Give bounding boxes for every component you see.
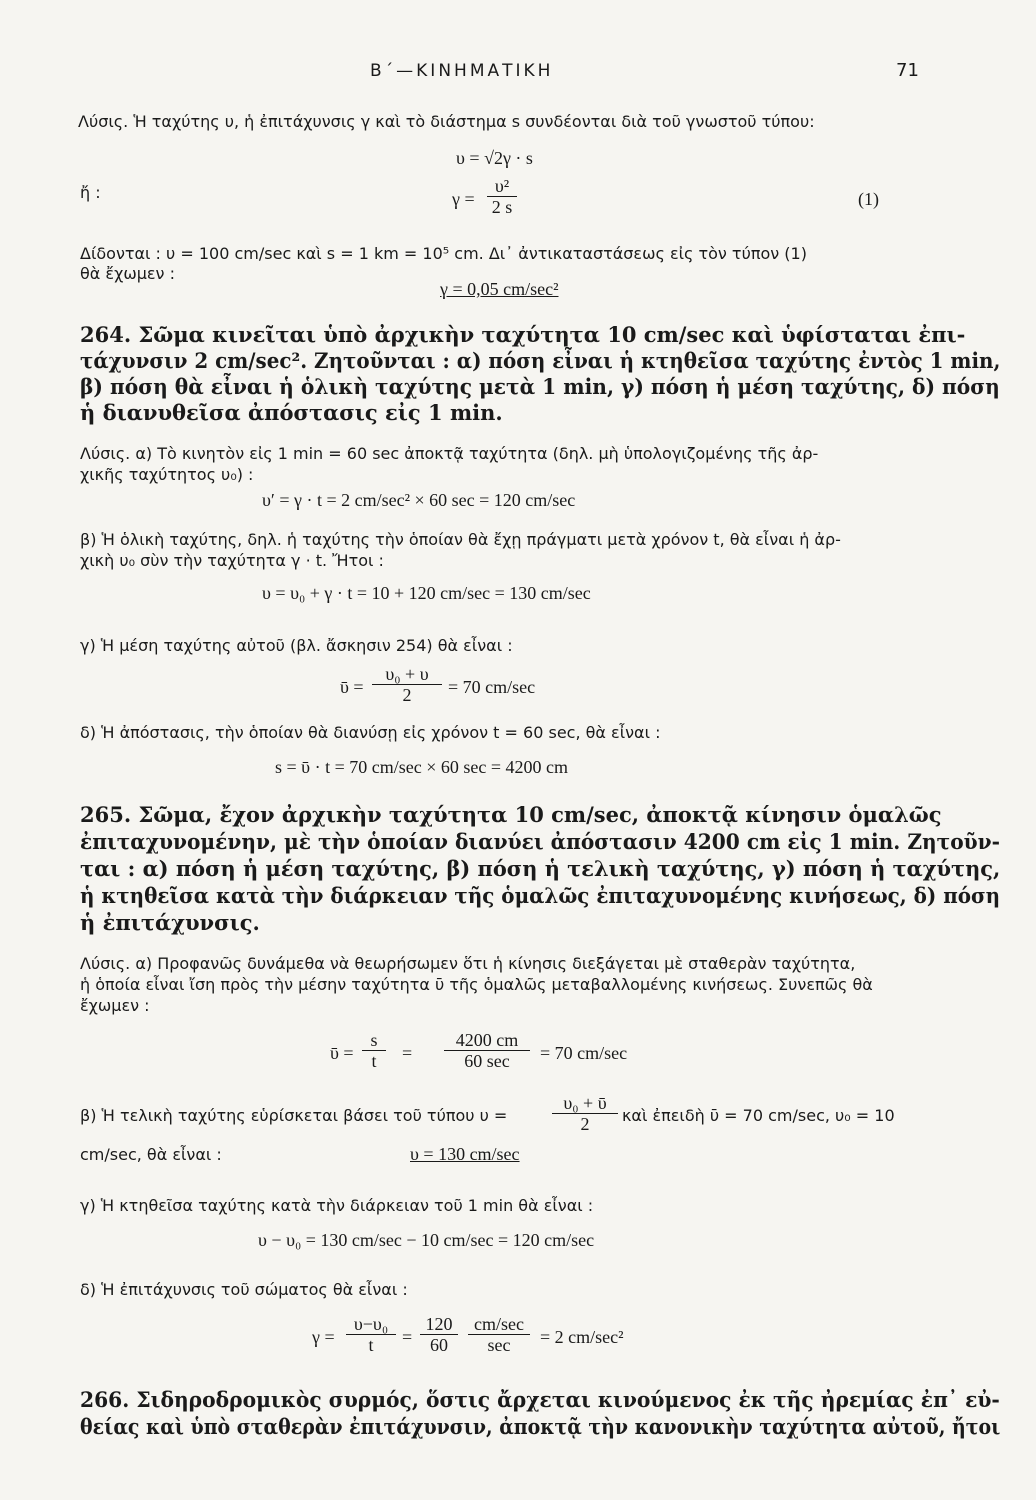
fraction-distance-over-time [444,1030,530,1071]
equation-velocity: υ = √2γ · s [456,148,533,168]
problem-264-line4: ἡ διανυθεῖσα ἀπόστασις εἰς 1 min. [80,400,503,425]
fraction-v2-over-2s [487,176,517,217]
fraction-final-velocity [552,1093,618,1134]
fraction-numerator: 4200 cm [444,1030,530,1051]
equation-tag: (1) [858,189,879,209]
problem-265-line5: ἡ ἐπιτάχυνσις. [80,910,260,935]
problem-265-line2: ἐπιταχυνομένην, μὲ τὴν ὁποίαν διανύει ἀπόστασιν 4200 cm εἰς 1 min. Ζητοῦν- [80,829,1000,854]
solution-264-line2: χικῆς ταχύτητος υ₀) : [80,465,254,484]
equation-265-a-left: ῡ = [330,1043,354,1063]
equation-265-b: υ = 130 cm/sec [410,1144,520,1164]
fraction-120-over-60 [420,1314,458,1355]
problem-265-line4: ἡ κτηθεῖσα κατὰ τὴν διάρκειαν τῆς ὁμαλῶς ἐπιταχυνομένης κινήσεως, δ) πόση [80,883,1001,908]
solution-265-line4b: καὶ ἐπειδὴ ῡ = 70 cm/sec, υ₀ = 10 [622,1106,895,1125]
equation-264-c-left: ῡ = [340,677,364,697]
equation-accel-left: γ = [452,189,475,209]
fraction-denominator: 60 sec [464,1051,510,1071]
fraction-numerator: υ₀ + ῡ [552,1093,618,1114]
fraction-delta-v-over-t [346,1314,396,1355]
solution-265-line5: cm/sec, θὰ εἶναι : [80,1145,222,1164]
page-number: 71 [896,60,919,81]
solution-264-line5: γ) Ἡ μέση ταχύτης αὐτοῦ (βλ. ἄσκησιν 254) θὰ εἶναι : [80,636,513,655]
fraction-numerator: s [362,1030,386,1051]
problem-265-line3: ται : α) πόση ἡ μέση ταχύτης, β) πόση ἡ τελικὴ ταχύτης, γ) πόση ἡ ταχύτης, [80,856,1001,881]
equation-264-d: s = ῡ · t = 70 cm/sec × 60 sec = 4200 cm [275,757,568,777]
equation-265-d-eq: = [402,1327,413,1347]
equation-265-c: υ − υ₀ = 130 cm/sec − 10 cm/sec = 120 cm/sec [258,1230,595,1250]
fraction-denominator: 2 [580,1114,590,1134]
solution-264-line1: Λύσις. α) Τὸ κινητὸν εἰς 1 min = 60 sec ἀποκτᾷ ταχύτητα (δηλ. μὴ ὑπολογιζομένης τῆς ἀρ- [80,444,819,463]
fraction-denominator: 2 s [491,197,513,217]
solution-264-line6: δ) Ἡ ἀπόστασις, τὴν ὁποίαν θὰ διανύσῃ εἰς χρόνον t = 60 sec, θὰ εἶναι : [80,723,661,742]
fraction-numerator: υ−υ₀ [346,1314,396,1335]
fraction-numerator: υ² [487,176,517,197]
solution-265-line1: Λύσις. α) Προφανῶς δυνάμεθα νὰ θεωρήσωμεν ὅτι ἡ κίνησις διεξάγεται μὲ σταθερὰν ταχύτητα, [80,954,856,973]
fraction-denominator: t [371,1051,377,1071]
solution-265-line3: ἔχωμεν : [80,996,150,1015]
problem-264-line2: τάχυνσιν 2 cm/sec². Ζητοῦνται : α) πόση εἶναι ἡ κτηθεῖσα ταχύτης ἐντὸς 1 min, [80,348,1001,373]
fraction-units [468,1314,530,1355]
equation-265-a-right: = 70 cm/sec [540,1043,628,1063]
problem-264-line1: 264. Σῶμα κινεῖται ὑπὸ ἀρχικὴν ταχύτητα 10 cm/sec καὶ ὑφίσταται ἐπι- [80,322,966,347]
equation-264-b: υ = υ₀ + γ · t = 10 + 120 cm/sec = 130 cm/sec [262,583,591,603]
problem-266-line2: θείας καὶ ὑπὸ σταθερὰν ἐπιτάχυνσιν, ἀποκτᾷ τὴν κανονικὴν ταχύτητα αὐτοῦ, ἤτοι [80,1414,1001,1439]
solution-263-given: Δίδονται : υ = 100 cm/sec καὶ s = 1 km = 10⁵ cm. Δι᾿ ἀντικαταστάσεως εἰς τὸν τύπον (1) [80,244,807,263]
fraction-numerator: cm/sec [468,1314,530,1335]
solution-265-line7: δ) Ἡ ἐπιτάχυνσις τοῦ σώματος θὰ εἶναι : [80,1280,408,1299]
solution-265-line2: ἡ ὁποία εἶναι ἴση πρὸς τὴν μέσην ταχύτητα ῡ τῆς ὁμαλῶς μεταβαλλομένης κινήσεως. Συνεπῶς θὰ [80,975,873,994]
fraction-denominator: 60 [430,1335,448,1355]
solution-264-line3: β) Ἡ ὁλικὴ ταχύτης, δηλ. ἡ ταχύτης τὴν ὁποίαν θὰ ἔχῃ πράγματι μετὰ χρόνον t, θὰ εἶναι ἡ ἀρ- [80,530,841,549]
solution-263-line3: θὰ ἔχωμεν : [80,264,175,283]
solution-263-line: Λύσις. Ἡ ταχύτης υ, ἡ ἐπιτάχυνσις γ καὶ τὸ διάστημα s συνδέονται διὰ τοῦ γνωστοῦ τύπου: [78,112,815,131]
equation-264-c-right: = 70 cm/sec [448,677,536,697]
solution-264-line4: χικὴ υ₀ σὺν τὴν ταχύτητα γ · t. Ἤτοι : [80,551,384,570]
solution-265-line4a: β) Ἡ τελικὴ ταχύτης εὑρίσκεται βάσει τοῦ τύπου υ = [80,1106,508,1125]
fraction-s-over-t [362,1030,386,1071]
equation-265-d-left: γ = [312,1327,335,1347]
running-header: Β΄—ΚΙΝΗΜΑΤΙΚΗ [370,61,554,81]
or-label: ἤ : [80,183,101,202]
result-263: γ = 0,05 cm/sec² [440,279,559,299]
solution-265-line6: γ) Ἡ κτηθεῖσα ταχύτης κατὰ τὴν διάρκειαν τοῦ 1 min θὰ εἶναι : [80,1196,594,1215]
problem-265-line1: 265. Σῶμα, ἔχον ἀρχικὴν ταχύτητα 10 cm/sec, ἀποκτᾷ κίνησιν ὁμαλῶς [80,802,942,827]
fraction-denominator: t [368,1335,374,1355]
problem-264-line3: β) πόση θὰ εἶναι ἡ ὁλικὴ ταχύτης μετὰ 1 min, γ) πόση ἡ μέση ταχύτης, δ) πόση [80,374,1000,399]
fraction-denominator: sec [487,1335,511,1355]
equation-264-a: υ′ = γ · t = 2 cm/sec² × 60 sec = 120 cm/sec [262,490,576,510]
problem-266-line1: 266. Σιδηροδρομικὸς συρμός, ὅστις ἄρχεται κινούμενος ἐκ τῆς ἠρεμίας ἐπ᾿ εὐ- [80,1387,1000,1412]
fraction-numerator: 120 [420,1314,458,1335]
fraction-mean-velocity [372,664,442,705]
equation-265-a-eq: = [402,1043,413,1063]
fraction-numerator: υ₀ + υ [372,664,442,685]
fraction-denominator: 2 [402,685,412,705]
equation-265-d-right: = 2 cm/sec² [540,1327,624,1347]
